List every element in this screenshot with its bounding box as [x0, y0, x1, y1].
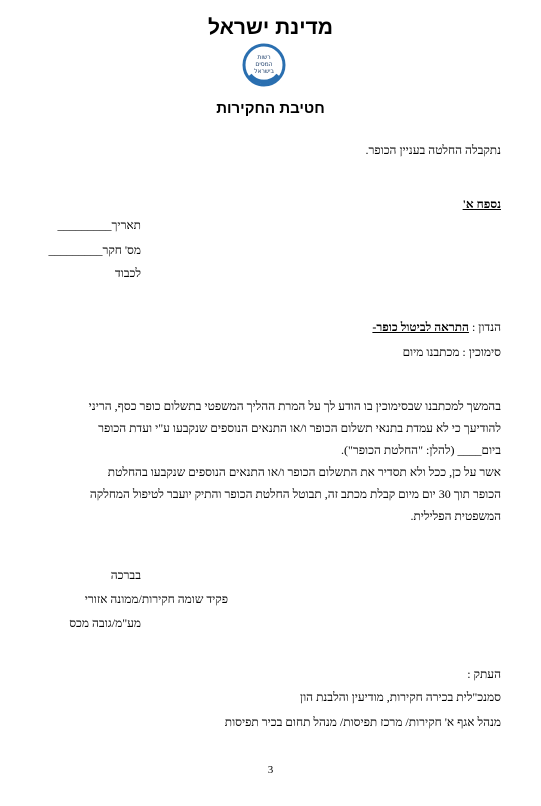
signer-subtitle: מע"מ/גובה מכס	[69, 616, 141, 630]
state-title: מדינת ישראל	[207, 16, 334, 39]
logo-text-line-1: רשות	[257, 54, 271, 61]
date-field: תאריך_________	[57, 218, 141, 232]
reference-line: סימוכין : מכתבנו מיום	[402, 345, 501, 359]
signer-title: פקיד שומה חקירות/ממונה אזורי	[84, 592, 228, 606]
received-note: נתקבלה החלטה בעניין הכופר.	[365, 143, 501, 157]
body-line: בהמשך למכתבנו שבסימוכין בו הודע לך על המרת ההליך המשפטי בתשלום כופר כסף, הריני	[88, 399, 501, 413]
subject-text: התראה לביטול כופר-	[372, 320, 469, 334]
copy-recipient: סמנכ"לית בכירה חקירות, מודיעין והלבנת הון	[300, 690, 501, 704]
closing: בברכה	[110, 568, 141, 582]
page-number: 3	[267, 764, 274, 776]
logo-text-line-3: בישראל	[254, 68, 274, 75]
body-paragraph	[41, 397, 501, 529]
body-line: הכופר תוך 30 יום מיום קבלת מכתב זה, תבוטל החלטת הכופר והתיק יועבר לטיפול המחלקה	[89, 487, 501, 501]
department-title: חטיבת החקירות	[216, 100, 325, 117]
case-number-field: מס' חקר_________	[48, 243, 141, 257]
subject-prefix: הנדון :	[471, 320, 501, 334]
appendix-label: נספח א'	[462, 197, 501, 211]
body-line: המשפטית הפלילית.	[410, 509, 501, 523]
tax-authority-logo	[242, 43, 286, 87]
body-line: אשר על כן, ככל ולא תסדיר את התשלום הכופר ו/או התנאים הנוספים שנקבעו בהחלטת	[107, 465, 501, 479]
body-line: להודיעך כי לא עמדת בתנאי תשלום הכופר ו/או התנאים הנוספים שנקבעו ע"י ועדת הכופר	[98, 421, 501, 435]
body-line: ביום____ (להלן: "החלטת הכופר").	[340, 443, 501, 457]
subject-line	[372, 320, 501, 335]
copy-label: העתק :	[467, 667, 501, 681]
copy-recipient: מנהל אגף א' חקירות/ מרכז תפיסות/ מנהל תחום בכיר תפיסות	[224, 715, 501, 729]
logo-text-line-2: המסים	[255, 61, 273, 68]
addressee-label: לכבוד	[114, 266, 141, 280]
